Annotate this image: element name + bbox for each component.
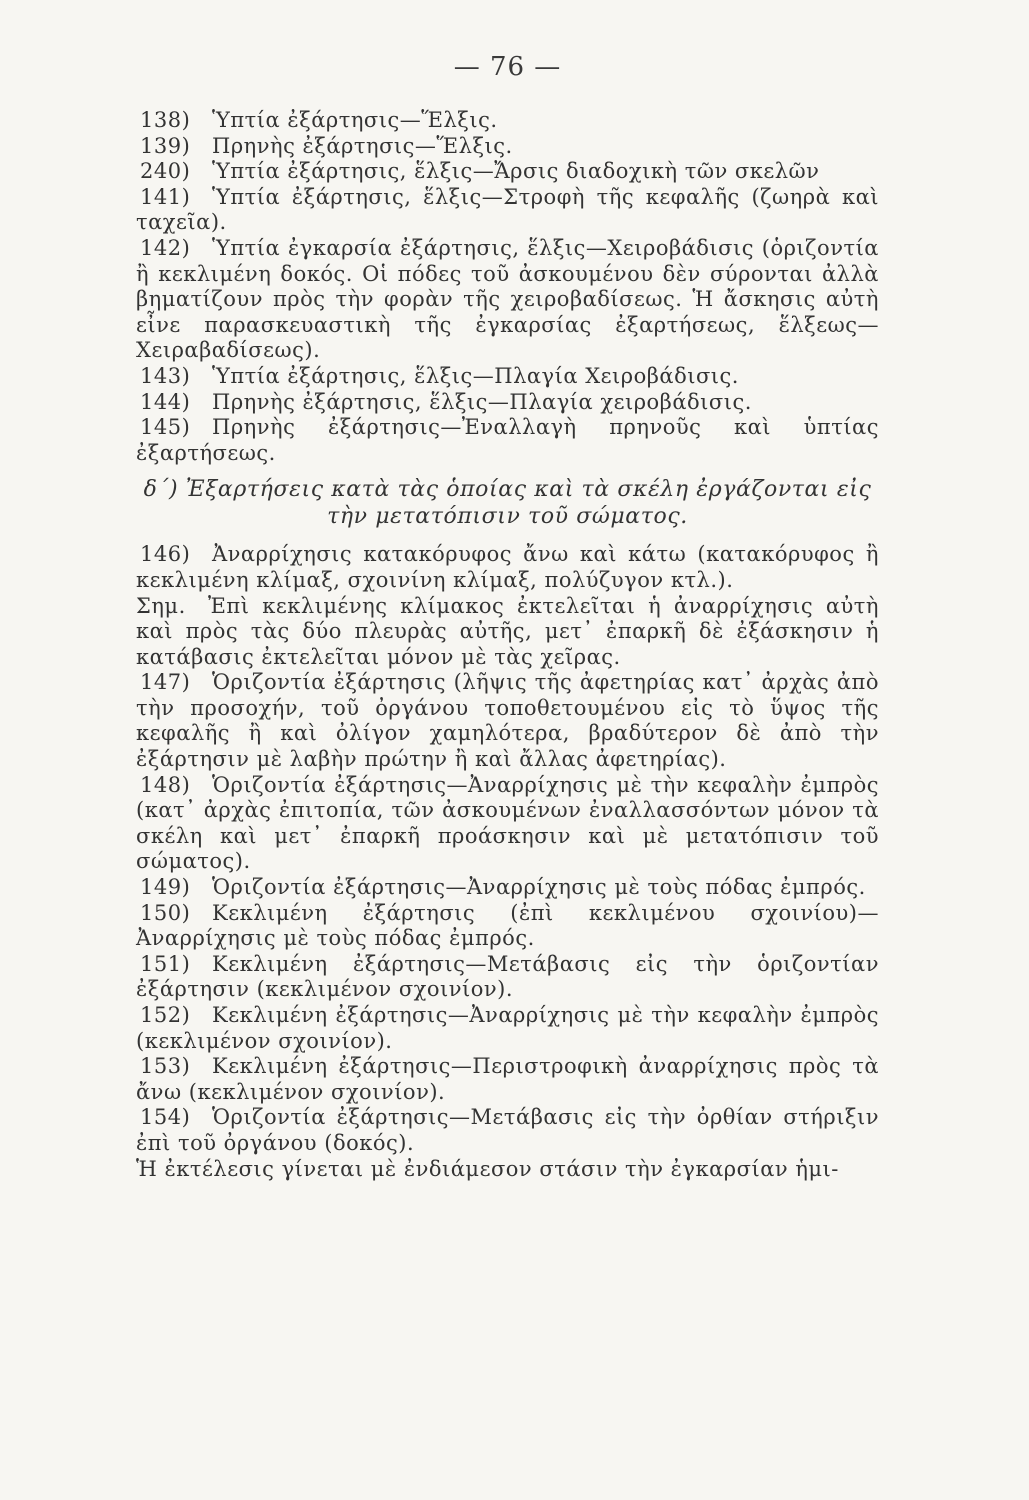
entry-number: 145) <box>140 415 191 440</box>
entry-number: 142) <box>140 235 191 260</box>
entry-text: Κεκλιμένη ἐξάρτησις—Μετάβασις εἰς τὴν ὁριζοντίαν ἐξάρτησιν (κεκλιμένον σχοινίον). <box>136 951 879 1002</box>
entry-text: Ἀναρρίχησις κατακόρυφος ἄνω καὶ κάτω (κατακόρυφος ἢ κεκλιμένη κλίμαξ, σχοινίνη κλίμαξ, πολύζυγον κτλ.). <box>136 542 879 592</box>
entry-text: Ὁριζοντία ἐξάρτησις (λῆψις τῆς ἀφετηρίας κατ᾽ ἀρχὰς ἀπὸ τὴν προσοχήν, τοῦ ὀργάνου τοποθετουμένου εἰς τὸ ὕψος τῆς κεφαλῆς ἢ καὶ ὀλίγον χαμηλότερα, βραδύτερον δὲ ἀπὸ τὴν ἐξάρτησιν μὲ λαβὴν πρώτην ἢ καὶ ἄλλας ἀφετηρίας). <box>136 670 879 772</box>
entry-number: 148) <box>140 772 191 797</box>
entry-number: 149) <box>140 875 191 900</box>
entry-number: 141) <box>140 184 191 209</box>
note-text: Ἐπὶ κεκλιμένης κλίμακος ἐκτελεῖται ἡ ἀναρρίχησις αὐτὴ καὶ πρὸς τὰς δύο πλευρὰς αὐτῆς, μετ᾽ ἐπαρκῆ δὲ ἐξάσκησιν ἡ κατάβασις ἐκτελεῖται μόνον μὲ τὰς χεῖρας. <box>136 593 879 669</box>
entry-text: Ὑπτία ἐξάρτησις, ἕλξις—Πλαγία Χειροβάδισις. <box>212 363 739 388</box>
list-item <box>136 1105 879 1156</box>
note <box>136 594 879 671</box>
entry-text: Ὑπτία ἐξάρτησις, ἕλξις—Ἄρσις διαδοχικὴ τῶν σκελῶν <box>212 159 820 184</box>
entry-number: 147) <box>140 670 191 695</box>
list-item <box>136 159 879 185</box>
entry-text: Πρηνὴς ἐξάρτησις—Ἐναλλαγὴ πρηνοῦς καὶ ὑπτίας ἐξαρτήσεως. <box>136 415 879 465</box>
entry-number: 152) <box>140 1003 191 1027</box>
list-item <box>136 670 879 772</box>
list-item <box>136 364 879 390</box>
entry-text: Πρηνὴς ἐξάρτησις—Ἕλξις. <box>212 133 513 158</box>
entry-number: 143) <box>140 363 191 388</box>
entry-text: Κεκλιμένη ἐξάρτησις (ἐπὶ κεκλιμένου σχοινίου)—Ἀναρρίχησις μὲ τοὺς πόδας ἐμπρός. <box>136 900 879 951</box>
entry-number: 144) <box>140 389 191 414</box>
entry-text: Πρηνὴς ἐξάρτησις, ἕλξις—Πλαγία χειροβάδισις. <box>212 389 752 414</box>
entry-text: Ὁριζοντία ἐξάρτησις—Μετάβασις εἰς τὴν ὀρθίαν στήριξιν ἐπὶ τοῦ ὀργάνου (δοκός). <box>136 1105 879 1155</box>
list-item <box>136 236 879 364</box>
entry-number: 146) <box>140 542 191 567</box>
list-item <box>136 415 879 466</box>
entry-text: Ὁριζοντία ἐξάρτησις—Ἀναρρίχησις μὲ τοὺς πόδας ἐμπρός. <box>212 875 866 900</box>
list-item <box>136 1003 879 1054</box>
list-item <box>136 390 879 416</box>
entry-text: Ὁριζοντία ἐξάρτησις—Ἀναρρίχησις μὲ τὴν κεφαλὴν ἐμπρὸς (κατ᾽ ἀρχὰς ἐπιτοπία, τῶν ἀσκουμένων ἐναλλασσόντων μόνον τὰ σκέλη καὶ μετ᾽ ἐπαρκῆ προάσκησιν καὶ μὲ μετατόπισιν τοῦ σώματος). <box>136 772 879 874</box>
list-item <box>136 875 879 901</box>
list-item <box>136 542 879 593</box>
entry-number: 151) <box>140 951 191 976</box>
closing-text: Ἡ ἐκτέλεσις γίνεται μὲ ἐνδιάμεσον στάσιν τὴν ἐγκαρσίαν ἡμι- <box>136 1156 839 1181</box>
entry-text: Ὑπτία ἐξάρτησις, ἕλξις—Στροφὴ τῆς κεφαλῆς (ζωηρὰ καὶ ταχεῖα). <box>136 184 879 235</box>
entry-text: Κεκλιμένη ἐξάρτησις—Περιστροφικὴ ἀναρρίχησις πρὸς τὰ ἄνω (κεκλιμένον σχοινίον). <box>136 1054 879 1104</box>
entry-number: 139) <box>140 133 191 158</box>
note-lead: Σημ. <box>136 593 186 618</box>
entry-number: 150) <box>140 900 191 925</box>
section-heading: δ΄) Ἐξαρτήσεις κατὰ τὰς ὁποίας καὶ τὰ σκέλη ἐργάζονται εἰς τὴν μετατόπισιν τοῦ σώματος. <box>143 477 872 530</box>
list-item <box>136 952 879 1003</box>
entry-text: Κεκλιμένη ἐξάρτησις—Ἀναρρίχησις μὲ τὴν κεφαλὴν ἐμπρὸς (κεκλιμένον σχοινίον). <box>136 1003 879 1053</box>
entry-number: 138) <box>140 108 191 132</box>
list-item <box>136 901 879 952</box>
list-item <box>136 773 879 875</box>
entry-text: Ὑπτία ἐγκαρσία ἐξάρτησις, ἕλξις—Χειροβάδισις (ὁριζοντία ἢ κεκλιμένη δοκός. Οἱ πόδες τοῦ ἀσκουμένου δὲν σύρονται ἀλλὰ βηματίζουν πρὸς τὴν φορὰν τῆς χειροβαδίσεως. Ἡ ἄσκησις αὐτὴ εἶνε παρασκευαστικὴ τῆς ἐγκαρσίας ἐξαρτήσεως, ἕλξεως—Χειραβαδίσεως). <box>136 235 879 363</box>
closing-line <box>136 1157 879 1183</box>
entry-text: Ὑπτία ἐξάρτησις—Ἕλξις. <box>212 108 498 132</box>
list-item <box>136 108 879 134</box>
entry-number: 240) <box>140 159 191 184</box>
entry-number: 153) <box>140 1054 191 1079</box>
list-item <box>136 185 879 236</box>
list-item <box>136 134 879 160</box>
entry-number: 154) <box>140 1105 191 1130</box>
list-item <box>136 1054 879 1105</box>
page-number: — 76 — <box>453 52 562 82</box>
